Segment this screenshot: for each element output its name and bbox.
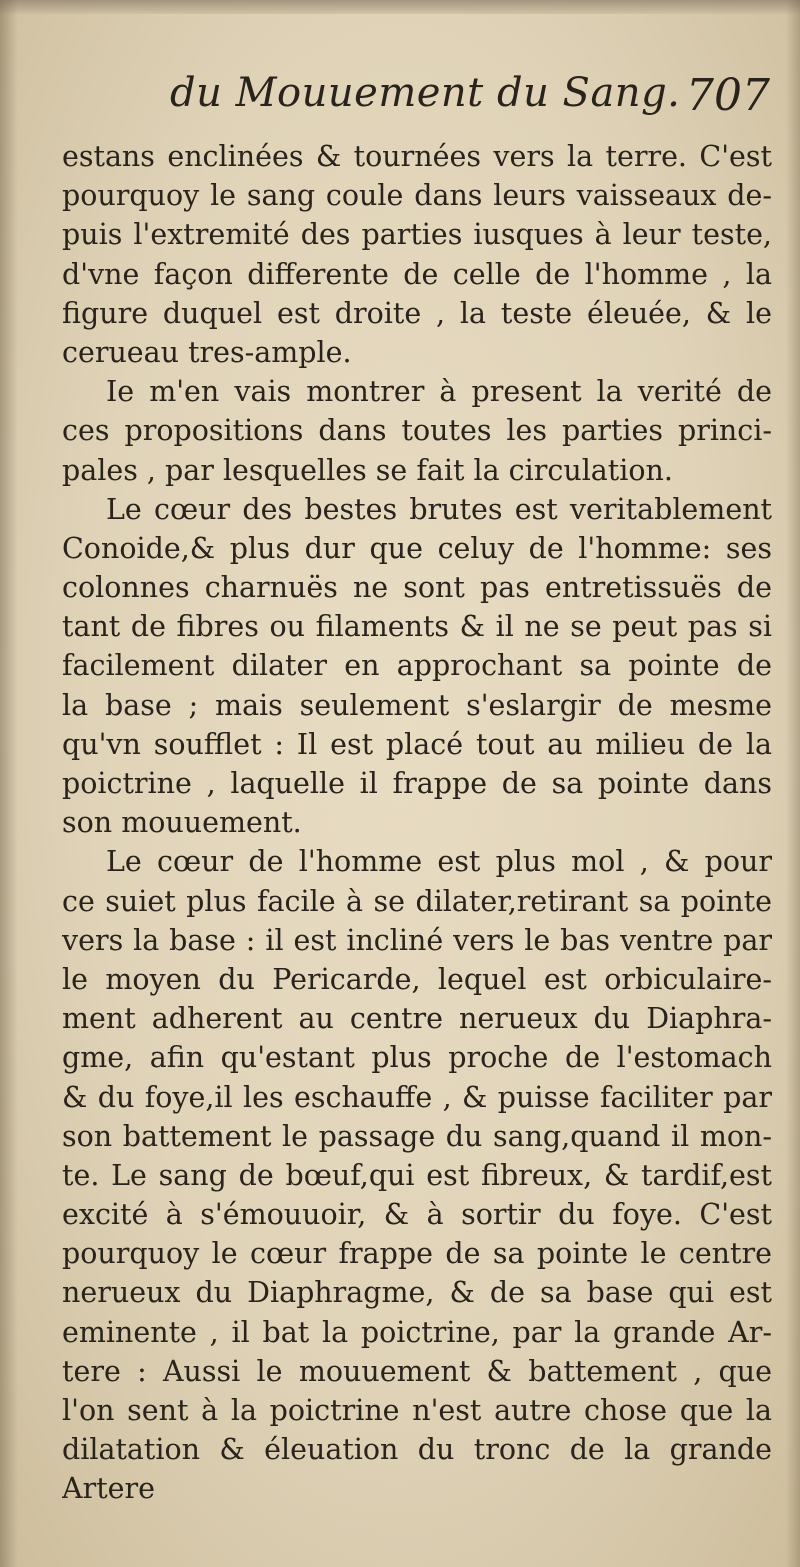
text-line: dilatation & éleuation du tronc de la grande [62,1433,772,1467]
text-line: Ie m'en vais montrer à present la verité de [106,375,772,409]
page-number: 707 [686,70,770,121]
text-line: pales , par lesquelles se fait la circulation. [62,453,673,487]
page-top-edge [0,0,800,14]
text-line: Artere [62,1472,156,1506]
text-line: gme, afin qu'estant plus proche de l'estomach [62,1041,772,1075]
text-line: cerueau tres-ample. [62,335,352,369]
text-line: colonnes charnuës ne sont pas entretissuës de [62,571,772,605]
text-line: pourquoy le sang coule dans leurs vaisseaux de- [62,179,772,213]
text-line: Le cœur de l'homme est plus mol , & pour [106,845,772,879]
text-line: eminente , il bat la poictrine, par la grande Ar- [62,1315,772,1349]
body-text [62,137,772,1509]
text-line: estans enclinées & tournées vers la terre. C'est [62,140,772,173]
running-title: du Mouuement du Sang. [170,70,681,116]
text-line: qu'vn soufflet : Il est placé tout au milieu de la [62,727,772,761]
text-line: figure duquel est droite , la teste éleuée, & le [62,296,772,330]
text-line: Conoide,& plus dur que celuy de l'homme: ses [62,531,772,565]
text-line: nerueux du Diaphragme, & de sa base qui est [62,1276,772,1310]
text-line: te. Le sang de bœuf,qui est fibreux, & tardif,est [62,1158,772,1192]
text-line: ce suiet plus facile à se dilater,retirant sa pointe [62,884,772,918]
text-line: poictrine , laquelle il frappe de sa pointe dans [62,767,772,800]
text-line: vers la base : il est incliné vers le bas ventre par [62,923,772,957]
text-line: ces propositions dans toutes les parties princi- [62,414,772,448]
page-left-shadow [0,0,18,1567]
page-header [170,70,770,130]
text-line: puis l'extremité des parties iusques à leur teste, [62,218,772,252]
text-line: son battement le passage du sang,quand il mon- [62,1119,772,1153]
text-line: le moyen du Pericarde, lequel est orbiculaire- [62,962,772,996]
page-right-shadow [786,0,800,1567]
text-line: Le cœur des bestes brutes est veritablement [106,492,772,526]
text-line: tere : Aussi le mouuement & battement , que [62,1354,772,1388]
text-line: son mouuement. [62,806,302,840]
text-line: facilement dilater en approchant sa pointe de [62,649,772,683]
text-line: ment adherent au centre nerueux du Diaphra- [62,1002,772,1036]
text-line: la base ; mais seulement s'eslargir de mesme [62,688,772,722]
text-line: & du foye,il les eschauffe , & puisse faciliter par [62,1080,772,1114]
text-line: pourquoy le cœur frappe de sa pointe le centre [62,1237,772,1271]
text-line: d'vne façon differente de celle de l'homme , la [62,257,772,291]
text-line: tant de fibres ou filaments & il ne se peut pas si [62,610,772,644]
text-line: l'on sent à la poictrine n'est autre chose que la [62,1394,772,1427]
text-line: excité à s'émouuoir, & à sortir du foye. C'est [62,1198,772,1232]
